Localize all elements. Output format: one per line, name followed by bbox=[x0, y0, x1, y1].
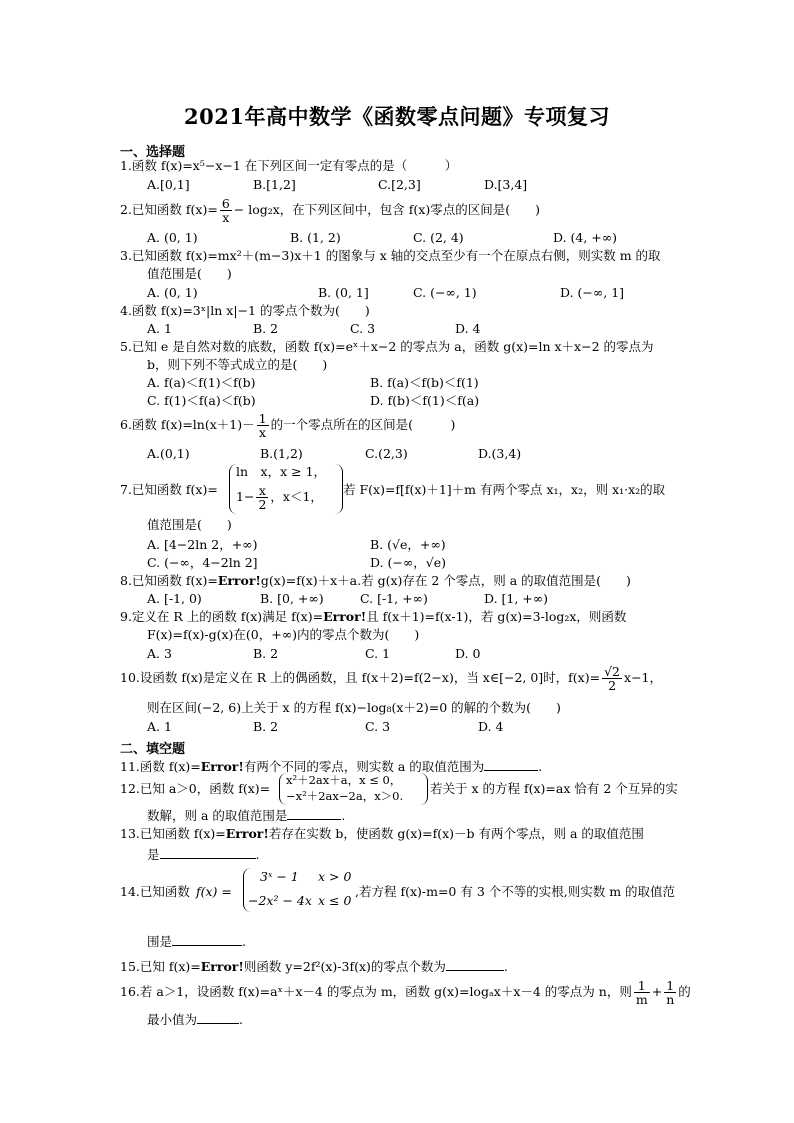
q14-case2-cond: x ≤ 0 bbox=[318, 893, 352, 908]
q7-case2-post: ，x＜1， bbox=[270, 489, 323, 504]
question-9-line2: F(x)=f(x)-g(x)在(0，+∞)内的零点个数为( ) bbox=[147, 627, 420, 642]
question-13-line2 bbox=[147, 845, 260, 863]
q1-option-c: C.[2,3] bbox=[378, 177, 421, 192]
question-10-stem bbox=[120, 665, 662, 692]
q6-stem-pre: 6.函数 f(x)=ln(x＋1)－ bbox=[120, 417, 255, 432]
q5-option-c: C. f(1)＜f(a)＜f(b) bbox=[147, 393, 256, 408]
q6-option-a: A.(0,1) bbox=[147, 446, 190, 461]
q10-option-a: A. 1 bbox=[147, 719, 172, 734]
q16-f1-num: 1 bbox=[634, 979, 650, 993]
question-9-stem bbox=[120, 609, 626, 625]
question-7-pre: 7.已知函数 f(x)= bbox=[120, 482, 218, 497]
question-10-line2: 则在区间(−2, 6)上关于 x 的方程 f(x)−log₈(x＋2)=0 的解的个数为( ) bbox=[147, 700, 561, 715]
q6-option-d: D.(3,4) bbox=[478, 446, 522, 461]
q11-pre: 11.函数 f(x)= bbox=[120, 759, 201, 774]
section-heading-choice: 一、选择题 bbox=[120, 145, 186, 160]
q6-stem-post: 的一个零点所在的区间是( ) bbox=[270, 417, 456, 432]
q16-answer-blank[interactable] bbox=[197, 1010, 239, 1024]
q2-stem-post: − log₂x，在下列区间中，包含 f(x)零点的区间是( ) bbox=[233, 202, 540, 217]
q7-case2-pre: 1− bbox=[236, 489, 255, 504]
q5-option-a: A. f(a)＜f(1)＜f(b) bbox=[147, 375, 256, 390]
question-8-stem bbox=[120, 573, 631, 589]
q13-pre: 13.已知函数 f(x)= bbox=[120, 826, 226, 841]
q8-pre: 8.已知函数 f(x)= bbox=[120, 573, 218, 588]
q12-case1: x²＋2ax＋a，x ≤ 0， bbox=[286, 773, 402, 787]
q8-error-placeholder: Error! bbox=[217, 573, 261, 588]
q3-option-b: B. (0, 1] bbox=[318, 285, 369, 300]
q4-option-d: D. 4 bbox=[455, 321, 481, 336]
q14-case1-expr: 3ˣ − 1 bbox=[260, 869, 299, 884]
q11-answer-blank[interactable] bbox=[484, 757, 538, 771]
q14-line2-text: 围是 bbox=[147, 934, 173, 949]
question-4-stem: 4.函数 f(x)=3ˣ|ln x|−1 的零点个数为( ) bbox=[120, 303, 370, 318]
q15-answer-blank[interactable] bbox=[446, 957, 504, 971]
q15-end: . bbox=[503, 959, 508, 974]
q12-right-brace bbox=[420, 773, 428, 805]
q8-post: g(x)=f(x)＋x＋a.若 g(x)存在 2 个零点，则 a 的取值范围是( ) bbox=[260, 573, 631, 588]
q8-option-b: B. [0, +∞) bbox=[260, 591, 324, 606]
q15-pre: 15.已知 f(x)= bbox=[120, 959, 201, 974]
q1-option-b: B.[1,2] bbox=[253, 177, 296, 192]
q7-case2-num: x bbox=[256, 484, 268, 498]
q10-fraction bbox=[602, 665, 622, 692]
question-7-post: 若 F(x)=f[f(x)＋1]＋m 有两个零点 x₁，x₂，则 x₁·x₂的取 bbox=[343, 482, 666, 497]
q3-option-a: A. (0, 1) bbox=[147, 285, 198, 300]
q10-pre: 10.设函数 f(x)是定义在 R 上的偶函数，且 f(x＋2)=f(2−x)，当 x∈[−2, 0]时，f(x)= bbox=[120, 670, 601, 685]
q2-option-a: A. (0, 1) bbox=[147, 230, 198, 245]
q2-option-c: C. (2, 4) bbox=[413, 230, 464, 245]
q8-option-c: C. [-1, +∞) bbox=[360, 591, 428, 606]
q5-option-b: B. f(a)＜f(b)＜f(1) bbox=[370, 375, 479, 390]
q14-end: . bbox=[242, 934, 246, 949]
q9-option-d: D. 0 bbox=[455, 646, 481, 661]
q14-case2-expr: −2x² − 4x bbox=[248, 893, 312, 908]
q9-pre: 9.定义在 R 上的函数 f(x)满足 f(x)= bbox=[120, 609, 324, 624]
q4-option-c: C. 3 bbox=[350, 321, 376, 336]
section-heading-fill: 二、填空题 bbox=[120, 742, 186, 757]
q2-option-b: B. (1, 2) bbox=[290, 230, 341, 245]
q13-error-placeholder: Error! bbox=[225, 826, 269, 841]
q6-frac-num: 1 bbox=[258, 411, 267, 426]
q4-option-a: A. 1 bbox=[147, 321, 172, 336]
q7-option-a: A. [4−2ln 2，+∞) bbox=[147, 537, 258, 552]
q9-error-placeholder: Error! bbox=[323, 609, 367, 624]
q6-fraction bbox=[257, 412, 269, 439]
q16-plus: + bbox=[651, 984, 663, 999]
q14-fx: f(x) = bbox=[196, 884, 232, 899]
question-13-stem bbox=[120, 826, 644, 842]
q11-post: 有两个不同的零点，则实数 a 的取值范围为 bbox=[243, 759, 485, 774]
question-12-post: 若关于 x 的方程 f(x)=ax 恰有 2 个互异的实 bbox=[430, 781, 678, 796]
q12-line2-text: 数解，则 a 的取值范围是 bbox=[147, 808, 288, 823]
question-3-line2: 值范围是( ) bbox=[147, 266, 232, 281]
q2-stem-pre: 2.已知函数 f(x)= bbox=[120, 202, 218, 217]
q16-line2-text: 最小值为 bbox=[147, 1012, 198, 1027]
q5-option-d: D. f(b)＜f(1)＜f(a) bbox=[370, 393, 480, 408]
q16-f1-den: m bbox=[635, 992, 648, 1007]
q16-post: 的 bbox=[678, 984, 691, 999]
question-15-stem bbox=[120, 957, 508, 975]
q10-frac-den: 2 bbox=[608, 678, 617, 693]
page-title: 2021年高中数学《函数零点问题》专项复习 bbox=[184, 104, 610, 129]
q7-right-brace bbox=[334, 464, 343, 514]
q6-option-b: B.(1,2) bbox=[260, 446, 303, 461]
q11-error-placeholder: Error! bbox=[200, 759, 244, 774]
q13-post: 若存在实数 b，使函数 g(x)=f(x)－b 有两个零点，则 a 的取值范围 bbox=[268, 826, 644, 841]
q6-frac-den: x bbox=[259, 425, 267, 440]
q13-answer-blank[interactable] bbox=[160, 845, 256, 859]
question-6-stem bbox=[120, 412, 455, 439]
question-14-post: ,若方程 f(x)-m=0 有 3 个不等的实根,则实数 m 的取值范 bbox=[355, 884, 676, 899]
q3-option-d: D. (−∞, 1] bbox=[560, 285, 625, 300]
q7-case1: ln x，x ≥ 1， bbox=[236, 464, 327, 479]
q2-option-d: D. (4, +∞) bbox=[553, 230, 618, 245]
q16-f2-num: 1 bbox=[664, 979, 676, 993]
q13-line2-text: 是 bbox=[147, 847, 160, 862]
q14-case1-cond: x > 0 bbox=[318, 869, 352, 884]
q12-answer-blank[interactable] bbox=[287, 806, 341, 820]
question-7-line2: 值范围是( ) bbox=[147, 517, 232, 532]
q7-option-c: C. (−∞，4−2ln 2] bbox=[147, 555, 258, 570]
q10-option-d: D. 4 bbox=[478, 719, 504, 734]
question-12-line2 bbox=[147, 806, 345, 824]
q6-option-c: C.(2,3) bbox=[365, 446, 408, 461]
question-3-line1: 3.已知函数 f(x)=mx²＋(m−3)x＋1 的图象与 x 轴的交点至少有一个在原点右侧，则实数 m 的取 bbox=[120, 248, 661, 263]
q10-option-c: C. 3 bbox=[365, 719, 391, 734]
question-5-line1: 5.已知 e 是自然对数的底数，函数 f(x)=eˣ＋x−2 的零点为 a，函数 g(x)=ln x＋x−2 的零点为 bbox=[120, 339, 654, 354]
q7-case2 bbox=[236, 484, 323, 511]
q8-option-d: D. [1, +∞) bbox=[484, 591, 549, 606]
q2-fraction bbox=[220, 197, 232, 224]
q16-end: . bbox=[239, 1012, 243, 1027]
q10-post: x−1， bbox=[624, 670, 662, 685]
q15-error-placeholder: Error! bbox=[200, 959, 244, 974]
q7-option-b: B. (√e，+∞) bbox=[370, 537, 446, 552]
q7-option-d: D. (−∞，√e) bbox=[370, 555, 447, 570]
q15-post: 则函数 y=2f²(x)-3f(x)的零点个数为 bbox=[243, 959, 446, 974]
q7-case2-frac bbox=[256, 484, 268, 511]
q1-option-a: A.[0,1] bbox=[147, 177, 190, 192]
question-2-stem bbox=[120, 197, 540, 224]
question-14-pre: 14.已知函数 bbox=[120, 884, 190, 899]
question-5-line2: b，则下列不等式成立的是( ) bbox=[147, 357, 328, 372]
q3-option-c: C. (−∞, 1) bbox=[413, 285, 477, 300]
q7-case2-den: 2 bbox=[258, 497, 267, 512]
q9-post: 且 f(x＋1)=f(x-1)，若 g(x)=3-log₂x，则函数 bbox=[366, 609, 627, 624]
q13-end: . bbox=[255, 847, 260, 862]
q16-fraction-2 bbox=[664, 979, 676, 1006]
q16-pre: 16.若 a＞1，设函数 f(x)=aˣ＋x－4 的零点为 m，函数 g(x)=logₐx＋x－4 的零点为 n，则 bbox=[120, 984, 632, 999]
q16-f2-den: n bbox=[666, 992, 675, 1007]
question-1-stem: 1.函数 f(x)=x⁵−x−1 在下列区间一定有零点的是（ ） bbox=[120, 158, 458, 173]
question-16-stem bbox=[120, 979, 691, 1006]
q10-option-b: B. 2 bbox=[253, 719, 279, 734]
q11-end: . bbox=[538, 759, 543, 774]
q2-frac-den: x bbox=[222, 210, 230, 225]
q2-frac-num: 6 bbox=[221, 196, 230, 211]
q10-frac-num: √2 bbox=[604, 664, 621, 679]
question-14-line2 bbox=[147, 932, 246, 950]
q9-option-a: A. 3 bbox=[147, 646, 172, 661]
q4-option-b: B. 2 bbox=[253, 321, 279, 336]
question-12-pre: 12.已知 a＞0，函数 f(x)= bbox=[120, 781, 271, 796]
q9-option-c: C. 1 bbox=[365, 646, 391, 661]
q12-end: . bbox=[341, 808, 346, 823]
q12-case2: −x²＋2ax−2a，x＞0. bbox=[286, 789, 404, 803]
question-16-line2 bbox=[147, 1010, 243, 1028]
q1-option-d: D.[3,4] bbox=[484, 177, 528, 192]
q9-option-b: B. 2 bbox=[253, 646, 279, 661]
q14-answer-blank[interactable] bbox=[172, 932, 242, 946]
q8-option-a: A. [-1, 0) bbox=[147, 591, 202, 606]
q16-fraction-1 bbox=[634, 979, 650, 1006]
